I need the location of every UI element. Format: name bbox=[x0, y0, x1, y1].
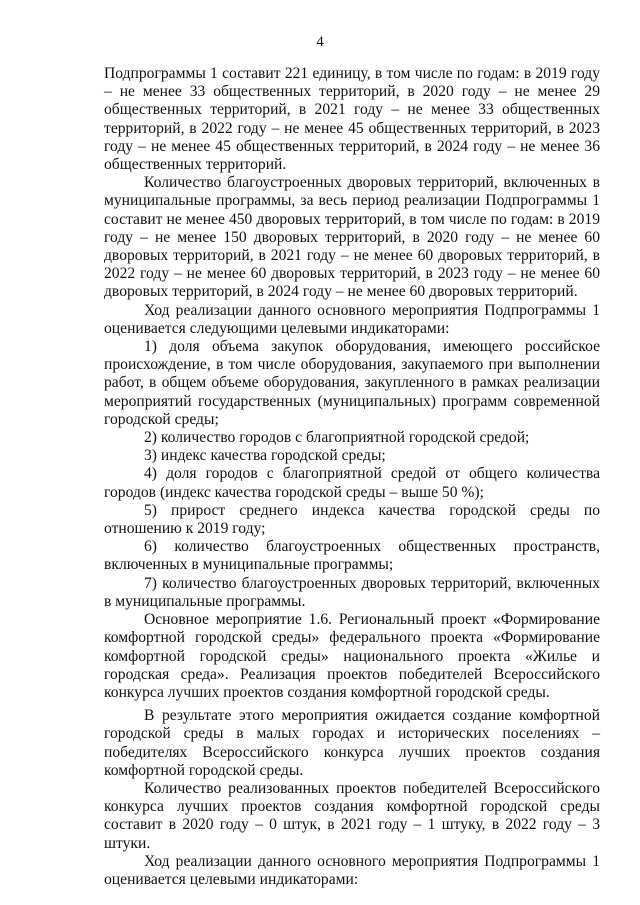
paragraph: Количество благоустроенных дворовых территорий, включенных в муниципальные программы, за весь период реализации Подпрограммы 1 составит не менее 450 дворовых территорий, в том числе по годам: в 2019 году – не менее 150 дворовых территорий, в 2020 году – не менее 60 дворовых территорий, в 2021 году – не менее 60 дворовых территорий, в 2022 году – не менее 60 дворовых территорий, в 2023 году – не менее 60 дворовых территорий, в 2024 году – не менее 60 дворовых территорий. bbox=[104, 174, 600, 301]
paragraph: Ход реализации данного основного мероприятия Подпрограммы 1 оценивается следующими целевыми индикаторами: bbox=[104, 301, 600, 337]
paragraph-continued: Подпрограммы 1 составит 221 единицу, в том числе по годам: в 2019 году – не менее 33 общественных территорий, в 2020 году – не менее 29 общественных территорий, в 2021 году – не менее 33 общественных территорий, в 2022 году – не менее 45 общественных территорий, в 2023 году – не менее 45 общественных территорий, в 2024 году – не менее 36 общественных территорий. bbox=[104, 65, 600, 174]
paragraph: Ход реализации данного основного мероприятия Подпрограммы 1 оценивается целевыми индикаторами: bbox=[104, 852, 600, 888]
list-item: 1) доля объема закупок оборудования, имеющего российское происхождение, в том числе оборудования, закупаемого при выполнении работ, в общем объеме оборудования, закупленного в рамках реализации мероприятий государственных (муниципальных) программ современной городской среды; bbox=[104, 338, 600, 428]
list-item: 2) количество городов с благоприятной городской средой; bbox=[144, 429, 530, 447]
paragraph: Количество реализованных проектов победителей Всероссийского конкурса лучших проектов создания комфортной городской среды составит в 2020 году – 0 штук, в 2021 году – 1 штуку, в 2022 году – 3 штуки. bbox=[104, 779, 600, 852]
paragraph: В результате этого мероприятия ожидается создание комфортной городской среды в малых городах и исторических поселениях – победителях Всероссийского конкурса лучших проектов создания комфортной городской среды. bbox=[104, 707, 600, 779]
list-item: 6) количество благоустроенных общественных пространств, включенных в муниципальные программы; bbox=[104, 538, 600, 574]
document-body bbox=[104, 65, 600, 889]
list-item: 7) количество благоустроенных дворовых территорий, включенных в муниципальные программы. bbox=[104, 574, 600, 610]
list-item: 5) прирост среднего индекса качества городской среды по отношению к 2019 году; bbox=[104, 501, 600, 538]
list-item: 3) индекс качества городской среды; bbox=[144, 447, 386, 465]
list-item: 4) доля городов с благоприятной средой от общего количества городов (индекс качества городской среды – выше 50 %); bbox=[104, 465, 600, 501]
page-number: 4 bbox=[316, 34, 324, 50]
paragraph: Основное мероприятие 1.6. Региональный проект «Формирование комфортной городской среды» федерального проекта «Формирование комфортной городской среды» национального проекта «Жилье и городская среда». Реализация проектов победителей Всероссийского конкурса лучших проектов создания комфортной городской среды. bbox=[104, 611, 600, 701]
